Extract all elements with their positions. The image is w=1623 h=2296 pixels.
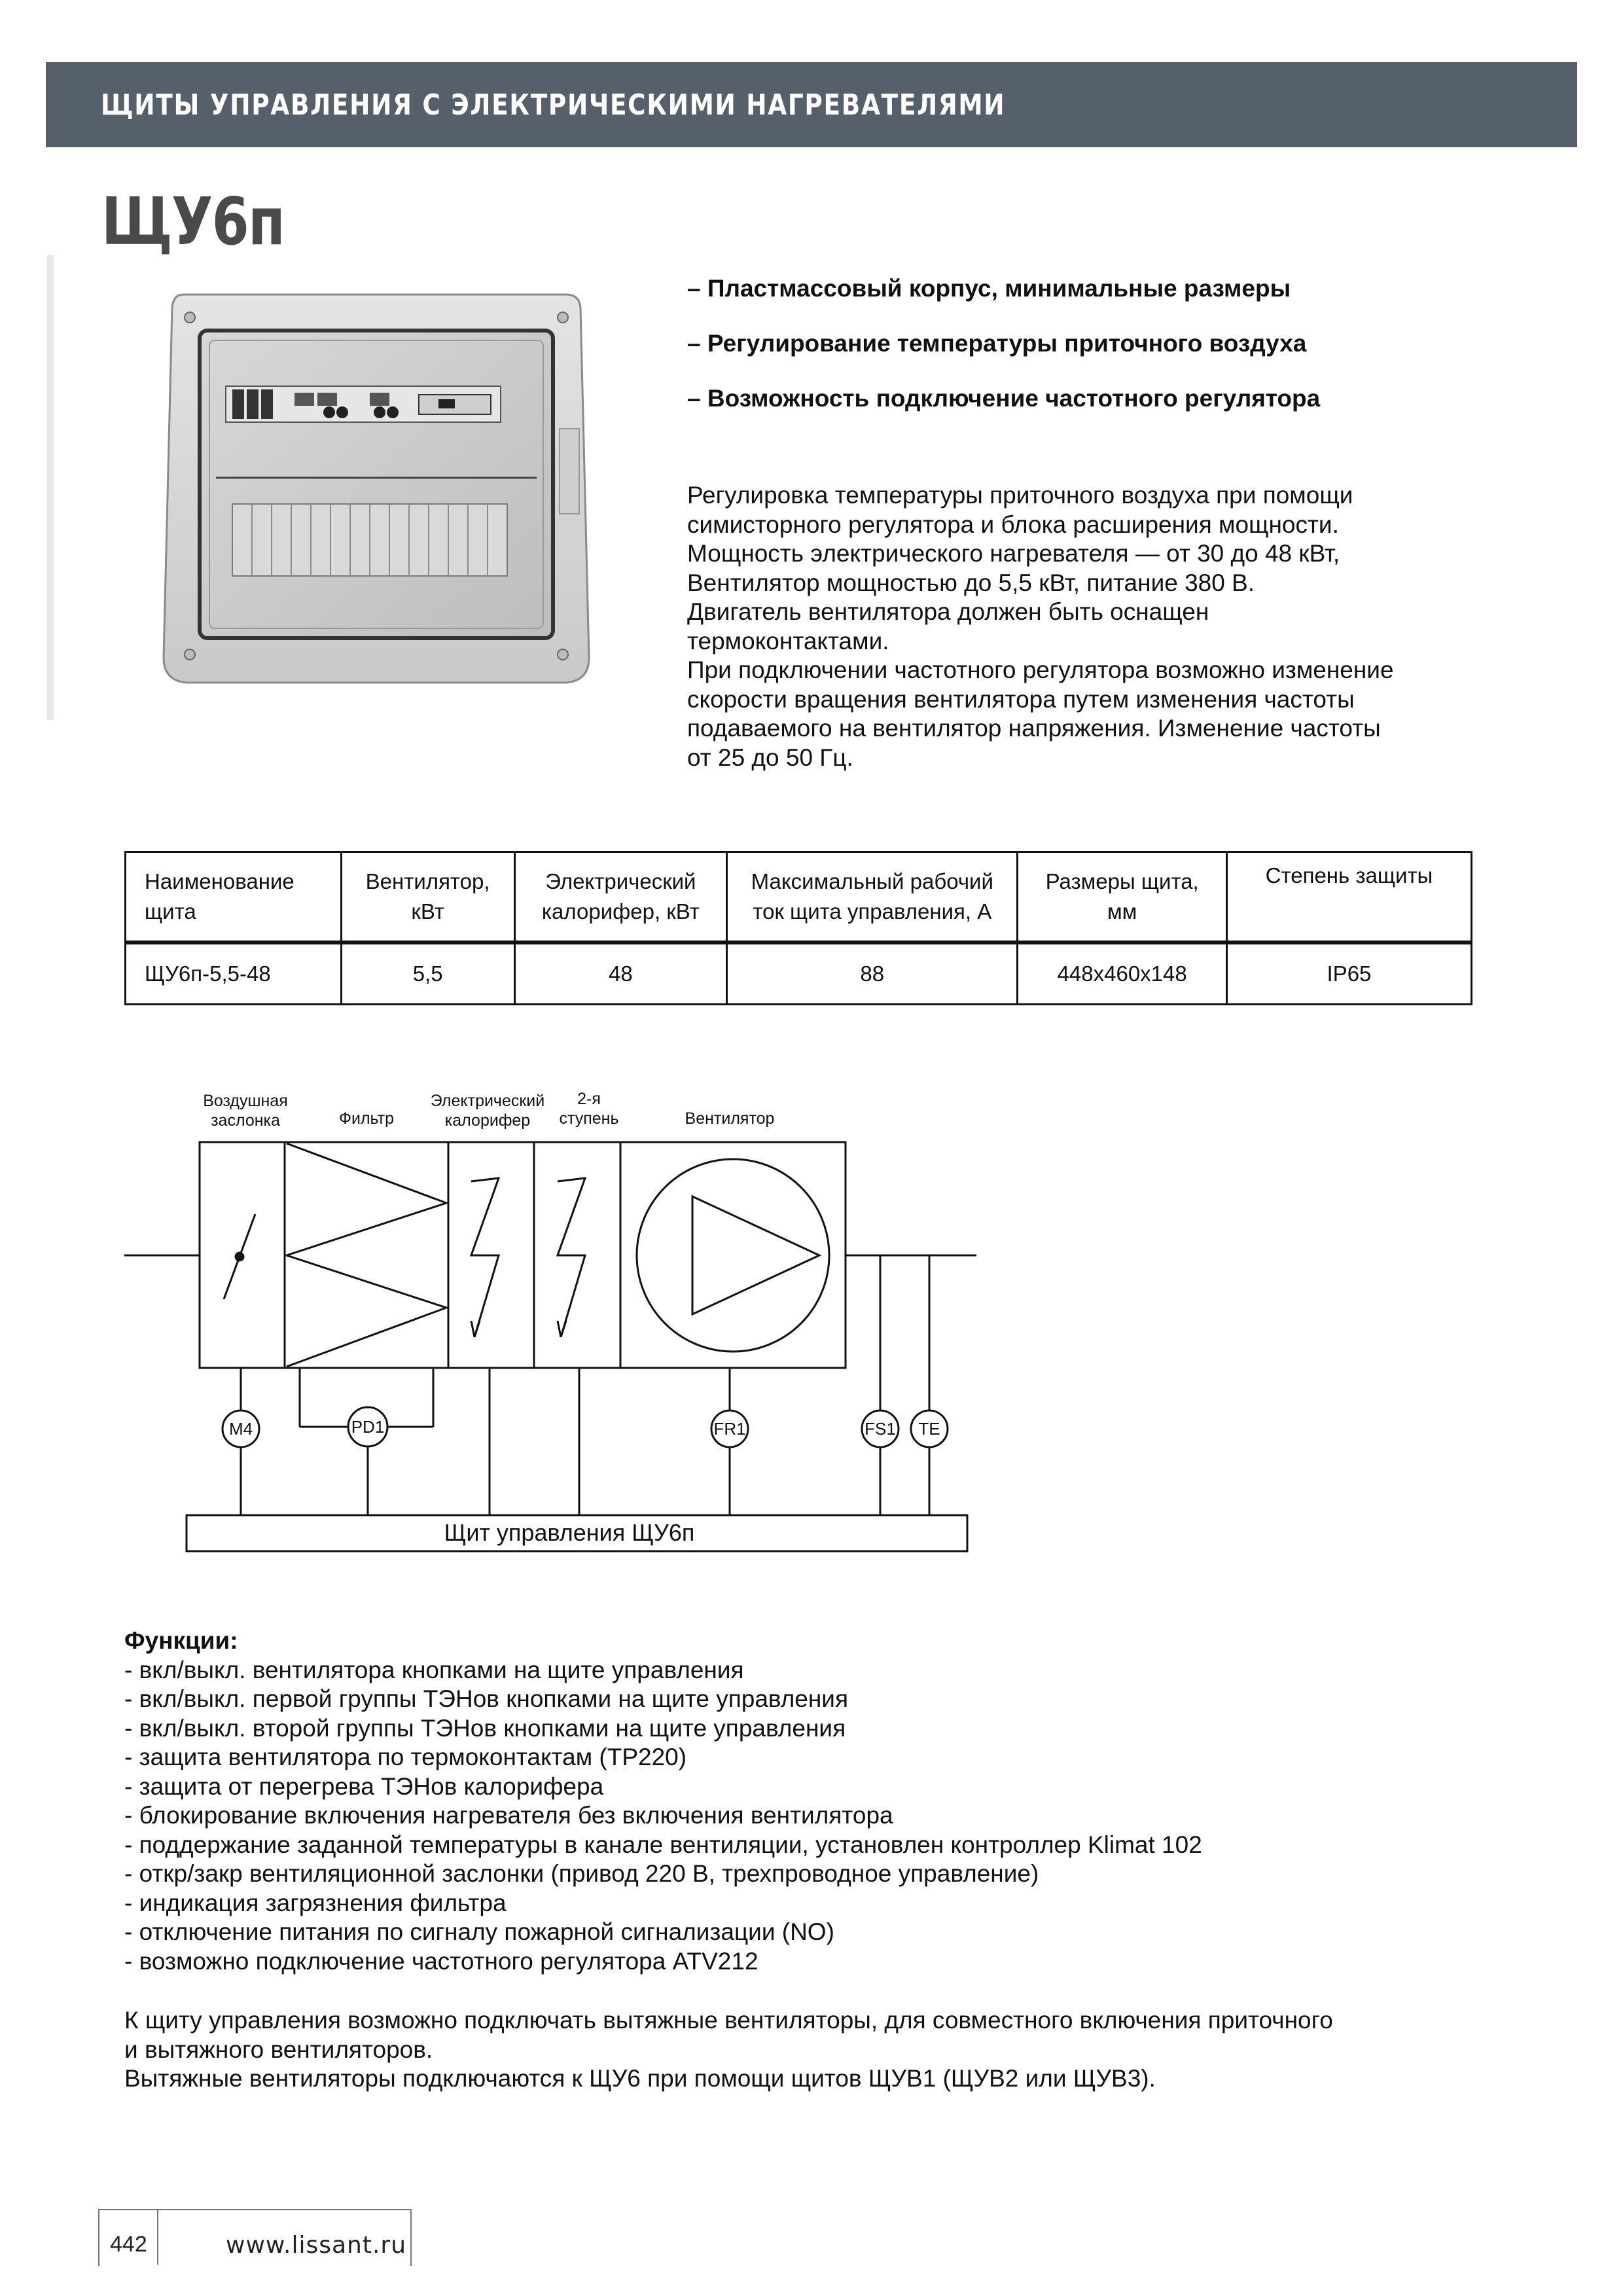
- column-header: Вентилятор, кВт: [341, 852, 514, 943]
- sensor-label: PD1: [351, 1417, 385, 1437]
- column-header: Размеры щита, мм: [1018, 852, 1227, 943]
- feature-item: – Регулирование температуры приточного воздуха: [687, 330, 1307, 357]
- column-header: Максимальный рабочий ток щита управления, А: [727, 852, 1018, 943]
- ventilation-diagram: [118, 1086, 995, 1558]
- description-line: Вентилятор мощностью до 5,5 кВт, питание 380 В.: [687, 569, 1255, 596]
- label-fan: Вентилятор: [685, 1109, 775, 1128]
- footer-divider: [157, 2209, 158, 2265]
- control-panel-label: Щит управления ЩУ6п: [444, 1519, 695, 1546]
- description-line: Двигатель вентилятора должен быть оснащен: [687, 598, 1209, 625]
- sensor-label: FR1: [713, 1419, 746, 1439]
- list-item: - защита вентилятора по термоконтактам (ТР220): [124, 1744, 687, 1770]
- note-paragraph: [124, 2006, 1564, 2094]
- feature-item: – Возможность подключение частотного регулятора: [687, 385, 1321, 412]
- column-header: Степень защиты: [1226, 852, 1471, 943]
- column-header: Наименование щита: [126, 852, 342, 943]
- table-row: [126, 942, 1472, 1005]
- description-line: Мощность электрического нагревателя — от 30 до 48 кВт,: [687, 540, 1340, 567]
- list-item: - возможно подключение частотного регулятора ATV212: [124, 1947, 758, 1975]
- note-line: К щиту управления возможно подключать вытяжные вентиляторы, для совместного включения приточного: [124, 2007, 1333, 2034]
- list-item: - вкл/выкл. вентилятора кнопками на щите управления: [124, 1656, 744, 1683]
- table-cell: 48: [514, 942, 727, 1005]
- list-item: - индикация загрязнения фильтра: [124, 1889, 507, 1916]
- note-line: Вытяжные вентиляторы подключаются к ЩУ6 при помощи щитов ЩУВ1 (ЩУВ2 или ЩУВ3).: [124, 2065, 1156, 2092]
- table-cell: IP65: [1226, 942, 1471, 1005]
- header-title: ЩИТЫ УПРАВЛЕНИЯ С ЭЛЕКТРИЧЕСКИМИ НАГРЕВАТЕЛЯМИ: [101, 88, 1006, 122]
- label-stage: ступень: [559, 1109, 619, 1128]
- list-item: - поддержание заданной температуры в канале вентиляции, установлен контроллер Klimat 102: [124, 1831, 1202, 1858]
- label-filter: Фильтр: [339, 1109, 394, 1128]
- diagram-labels: [203, 1090, 774, 1130]
- sensor-label: M4: [228, 1419, 253, 1439]
- description-line: подаваемого на вентилятор напряжения. Изменение частоты: [687, 715, 1381, 742]
- label-damper: заслонка: [211, 1111, 280, 1130]
- feature-list: [687, 275, 1538, 440]
- table-cell: 88: [727, 942, 1018, 1005]
- list-item: - отключение питания по сигналу пожарной сигнализации (NO): [124, 1918, 834, 1945]
- description-line: от 25 до 50 Гц.: [687, 744, 853, 771]
- description-line: скорости вращения вентилятора путем изменения частоты: [687, 685, 1355, 713]
- list-item: - откр/закр вентиляционной заслонки (привод 220 В, трехпроводное управление): [124, 1860, 1039, 1887]
- label-heater: Электрический: [430, 1092, 545, 1110]
- list-item: - вкл/выкл. второй группы ТЭНов кнопками на щите управления: [124, 1714, 846, 1742]
- description-line: При подключении частотного регулятора возможно изменение: [687, 656, 1394, 683]
- header-bar: [46, 62, 1577, 147]
- description-line: симисторного регулятора и блока расширения мощности.: [687, 511, 1339, 538]
- side-rule: [47, 255, 54, 720]
- functions-list: [124, 1626, 1564, 1976]
- table-header-row: [126, 852, 1472, 943]
- list-item: - блокирование включения нагревателя без включения вентилятора: [124, 1802, 893, 1829]
- table-cell: 448х460х148: [1018, 942, 1227, 1005]
- label-stage: 2-я: [577, 1090, 601, 1108]
- site-link[interactable]: www.lissant.ru: [226, 2232, 407, 2259]
- description: [687, 481, 1538, 772]
- feature-item: – Пластмассовый корпус, минимальные размеры: [687, 275, 1291, 302]
- label-heater: калорифер: [444, 1111, 531, 1130]
- label-damper: Воздушная: [203, 1092, 288, 1110]
- sensor-label: FS1: [865, 1419, 896, 1439]
- list-item: - вкл/выкл. первой группы ТЭНов кнопками на щите управления: [124, 1685, 849, 1712]
- page-number: 442: [110, 2232, 147, 2257]
- model-title: ЩУ6п: [101, 183, 285, 260]
- product-photo: [160, 291, 592, 687]
- column-header: Электрический калорифер, кВт: [514, 852, 727, 943]
- description-line: Регулировка температуры приточного воздуха при помощи: [687, 482, 1353, 509]
- sensor-label: TE: [918, 1419, 940, 1439]
- table-cell: 5,5: [341, 942, 514, 1005]
- spec-table: [124, 851, 1472, 1005]
- note-line: и вытяжного вентиляторов.: [124, 2036, 433, 2063]
- table-cell: ЩУ6п-5,5-48: [126, 942, 342, 1005]
- list-item: - защита от перегрева ТЭНов калорифера: [124, 1772, 604, 1800]
- functions-title: Функции:: [124, 1627, 238, 1654]
- description-line: термоконтактами.: [687, 627, 889, 655]
